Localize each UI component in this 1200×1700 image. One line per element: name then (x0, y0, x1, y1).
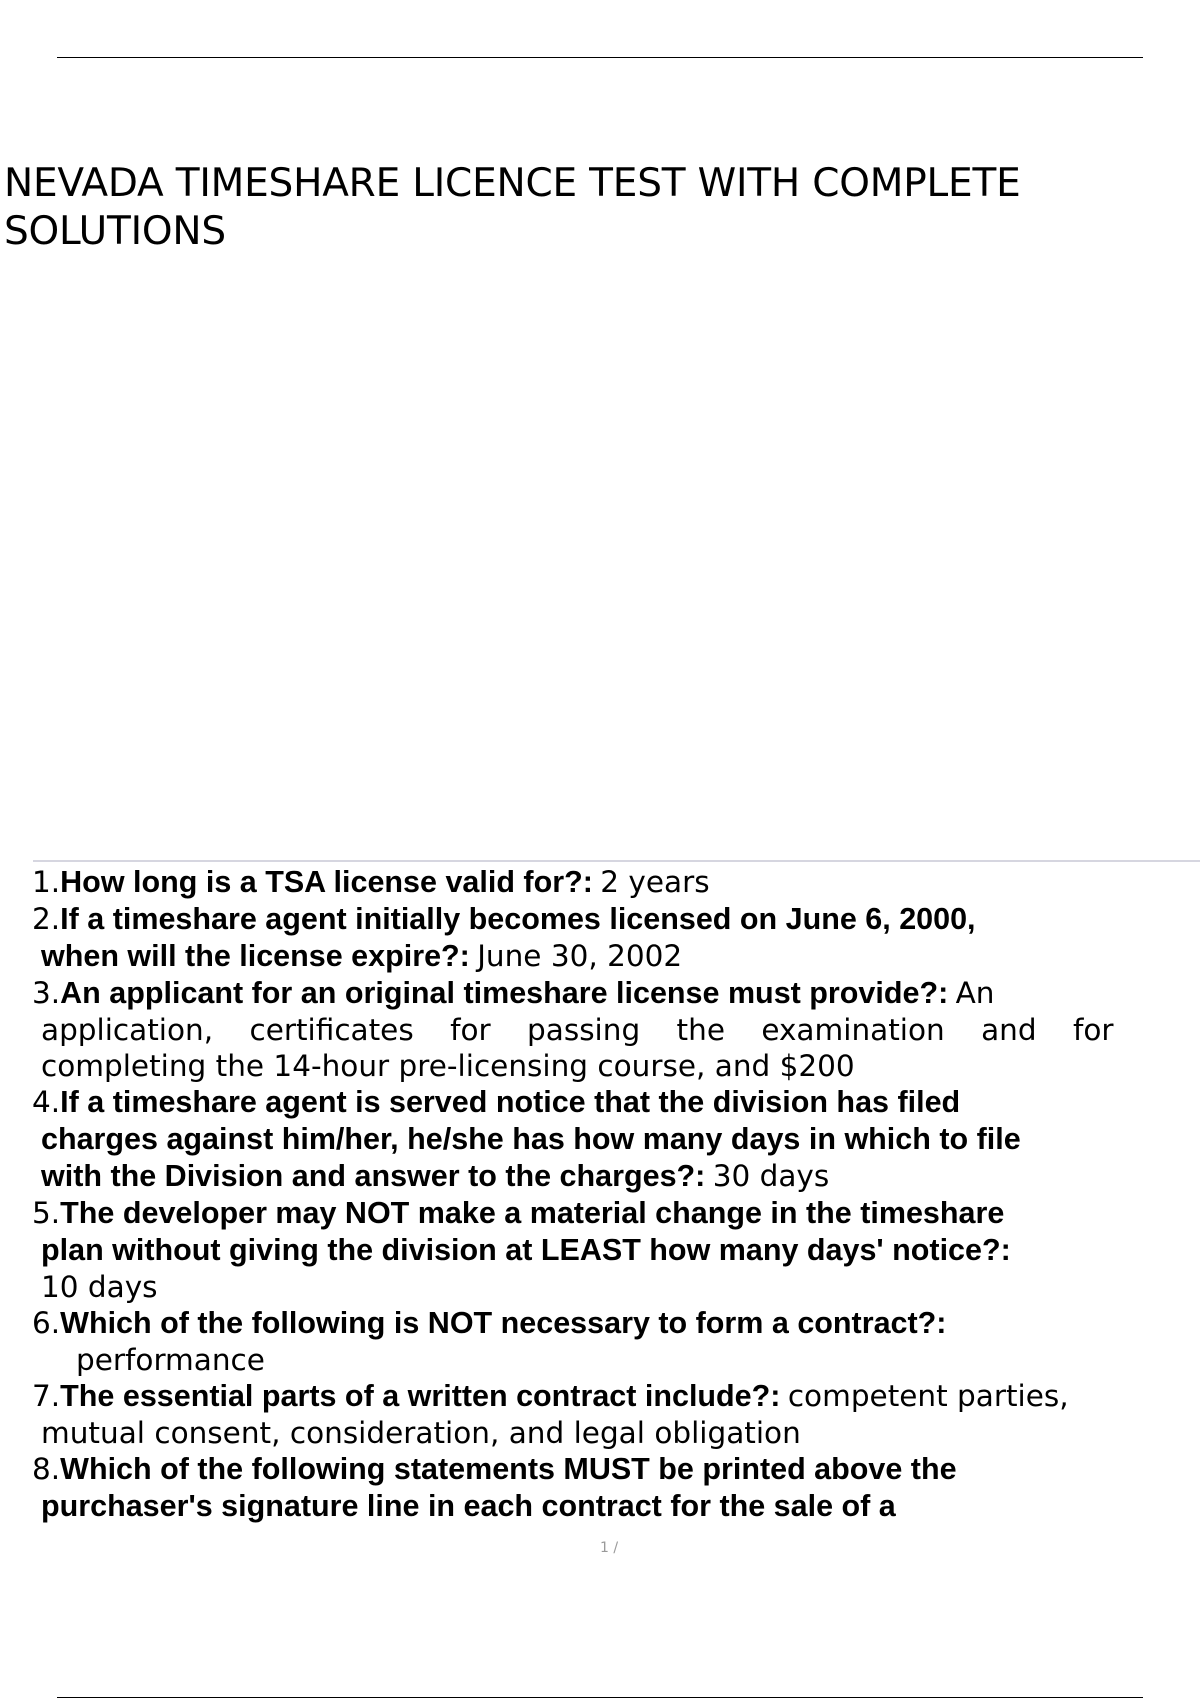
item-number: 5. (32, 1196, 61, 1230)
list-item (32, 1378, 1200, 1451)
top-rule (57, 57, 1143, 58)
item-number: 6. (32, 1306, 61, 1340)
question-text: charges against him/her, he/she has how many days in which to file (41, 1122, 1021, 1156)
list-item (32, 864, 1200, 901)
answer-text: performance (76, 1343, 265, 1377)
item-number: 7. (32, 1379, 61, 1413)
item-number: 1. (32, 865, 61, 899)
list-item (32, 1451, 1200, 1525)
question-text: purchaser's signature line in each contract for the sale of a (41, 1489, 896, 1523)
answer-text: 10 days (41, 1270, 158, 1304)
question-text: An applicant for an original timeshare license must provide?: (60, 976, 949, 1010)
section-divider (33, 860, 1200, 862)
list-item (32, 975, 1200, 1084)
question-list (32, 864, 1200, 1525)
answer-text: competent parties, (787, 1379, 1069, 1413)
question-text: The essential parts of a written contract include?: (60, 1379, 781, 1413)
question-text: plan without giving the division at LEAST how many days' notice?: (41, 1233, 1011, 1267)
answer-text: 30 days (712, 1159, 830, 1193)
question-text: Which of the following statements MUST be printed above the (60, 1452, 957, 1486)
list-item (32, 1084, 1200, 1195)
bottom-rule (57, 1697, 1143, 1698)
page-number: 1 / (600, 1540, 619, 1556)
answer-text: completing the 14-hour pre-licensing course, and $200 (41, 1049, 855, 1083)
list-item (32, 1305, 1200, 1378)
item-number: 3. (32, 976, 61, 1010)
question-text: The developer may NOT make a material change in the timeshare (60, 1196, 1005, 1230)
question-text: when will the license expire?: (41, 939, 470, 973)
question-text: with the Division and answer to the charges?: (41, 1159, 706, 1193)
answer-text: application, certificates for passing the examination and for (41, 1013, 1114, 1047)
answer-text: June 30, 2002 (477, 939, 683, 973)
question-text: If a timeshare agent initially becomes licensed on June 6, 2000, (60, 902, 976, 936)
answer-text: 2 years (600, 865, 710, 899)
document-title: NEVADA TIMESHARE LICENCE TEST WITH COMPLETE SOLUTIONS (4, 161, 1021, 254)
list-item (32, 901, 1200, 975)
list-item (32, 1195, 1200, 1305)
answer-text: mutual consent, consideration, and legal obligation (41, 1416, 801, 1450)
item-number: 4. (32, 1085, 61, 1119)
question-text: Which of the following is NOT necessary to form a contract?: (60, 1306, 947, 1340)
item-number: 2. (32, 902, 61, 936)
question-text: If a timeshare agent is served notice that the division has filed (60, 1085, 961, 1119)
answer-text: An (955, 976, 995, 1010)
question-text: How long is a TSA license valid for?: (60, 865, 593, 899)
item-number: 8. (32, 1452, 61, 1486)
